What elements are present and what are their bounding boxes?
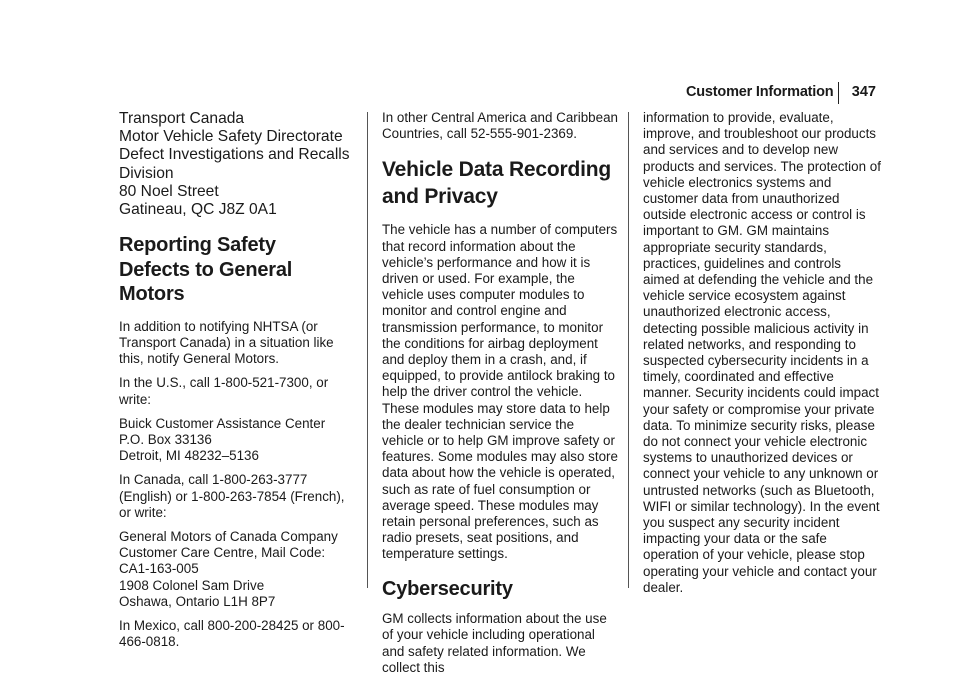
paragraph-cybersecurity-continued: information to provide, evaluate, improve, and troubleshoot our products and services and to develop new products and services. The protection of vehicle electronics systems and customer data from unauthorized outside electronic access or control is important to GM. GM maintains appropriate security standards, practices, guidelines and controls aimed at defending the vehicle and the vehicle service ecosystem against unauthorized electronic access, detecting possible malicious activity in related networks, and responding to suspected cybersecurity incidents in a timely, coordinated and effective manner. Security incidents could impact your safety or compromise your private data. To minimize security risks, please do not connect your vehicle electronic systems to unauthorized devices or connect your vehicle to any unknown or untrusted networks (such as Bluetooth, WIFI or similar technology). In the event you suspect any security incident impacting your data or the safe operation of your vehicle, please stop operating your vehicle and contact your dealer. [643, 110, 881, 595]
header-divider [838, 82, 839, 104]
column-divider-1 [367, 112, 368, 588]
paragraph-us-call: In the U.S., call 1-800-521-7300, or write: [119, 375, 329, 407]
gm-canada-address: General Motors of Canada Company Customer Care Centre, Mail Code: CA1-163-005 1908 Colonel Sam Drive Oshawa, Ontario L1H 8P7 [119, 528, 338, 609]
paragraph-notify-gm: In addition to notifying NHTSA (or Transport Canada) in a situation like this, notify General Motors. [119, 318, 334, 367]
column-3 [643, 110, 881, 604]
running-header [686, 84, 878, 106]
paragraph-central-america: In other Central America and Caribbean Countries, call 52-555-901-2369. [382, 110, 618, 142]
column-1 [119, 110, 351, 658]
column-divider-2 [628, 112, 629, 588]
transport-canada-address: Transport Canada Motor Vehicle Safety Directorate Defect Investigations and Recalls Division 80 Noel Street Gatineau, QC J8Z 0A1 [119, 110, 350, 219]
heading-data-recording-privacy: Vehicle Data Recording and Privacy [382, 158, 612, 209]
page-number: 347 [851, 84, 876, 100]
heading-reporting-defects: Reporting Safety Defects to General Motors [119, 234, 293, 306]
paragraph-data-recording: The vehicle has a number of computers that record information about the vehicle’s performance and how it is driven or used. For example, the vehicle uses computer modules to monitor and control engine and transmission performance, to monitor the conditions for airbag deployment and deploy them in a crash, and, if equipped, to provide antilock braking to help the driver control the vehicle. These modules may store data to help the dealer technician service the vehicle or to help GM improve safety or features. Some modules may also store data about how the vehicle is operated, such as rate of fuel consumption or average speed. These modules may retain personal preferences, such as radio presets, seat positions, and temperature settings. [382, 222, 618, 562]
paragraph-cybersecurity-start: GM collects information about the use of your vehicle including operational and safety related information. We collect this [382, 611, 607, 675]
column-2 [382, 110, 618, 684]
section-title: Customer Information [686, 84, 834, 100]
paragraph-canada-call: In Canada, call 1-800-263-3777 (English) or 1-800-263-7854 (French), or write: [119, 472, 345, 520]
heading-cybersecurity: Cybersecurity [382, 577, 513, 600]
buick-address: Buick Customer Assistance Center P.O. Box 33136 Detroit, MI 48232–5136 [119, 415, 326, 464]
paragraph-mexico-call: In Mexico, call 800-200-28425 or 800-466-0818. [119, 617, 345, 650]
